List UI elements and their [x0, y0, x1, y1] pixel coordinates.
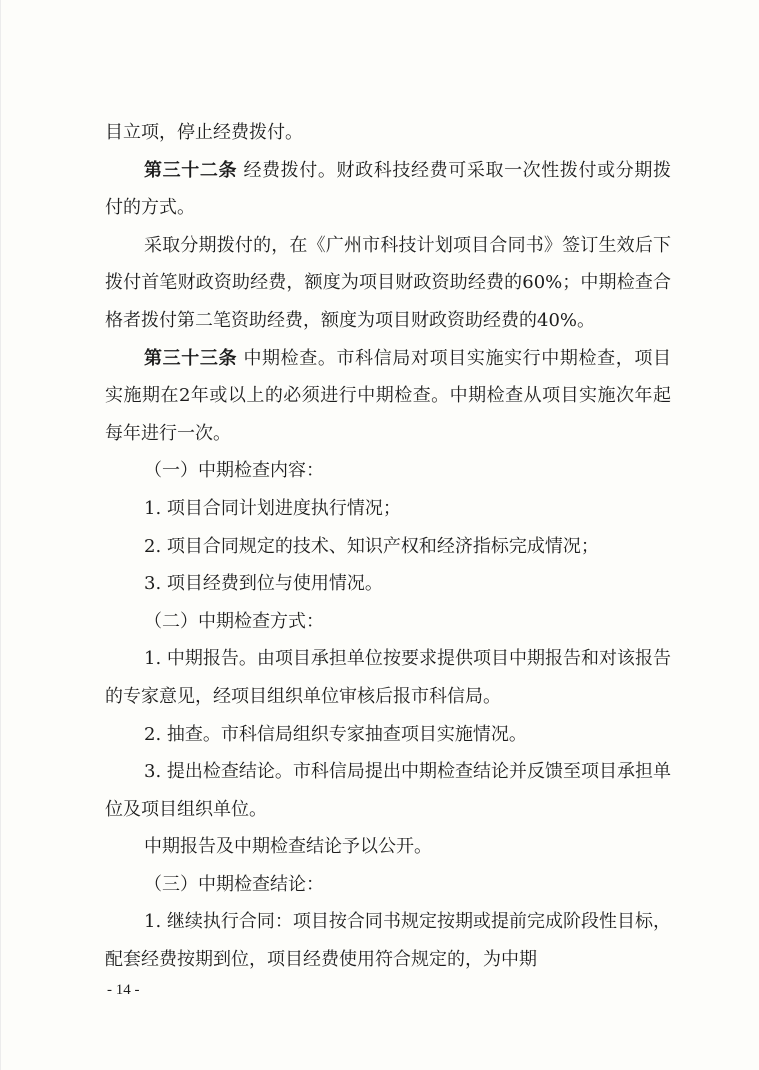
- body-text: [105, 114, 671, 979]
- paragraph-article-32: 第三十二条 经费拨付。财政科技经费可采取一次性拨付或分期拨付的方式。: [105, 159, 672, 219]
- article-heading: 第三十二条: [144, 159, 238, 181]
- list-heading: （三）中期检查结论：: [144, 873, 324, 895]
- paragraph-installment: 采取分期拨付的，在《广州市科技计划项目合同书》签订生效后下拨付首笔财政资助经费，额度为项目财政资助经费的60%；中期检查合格者拨付第二笔资助经费，额度为项目财政资助经费的40%。: [105, 234, 671, 331]
- article-heading: 第三十三条: [144, 347, 238, 369]
- list-item: 1. 中期报告。由项目承担单位按要求提供项目中期报告和对该报告的专家意见，经项目组织单位审核后报市科信局。: [105, 648, 671, 707]
- paragraph-continuation: 目立项，停止经费拨付。: [105, 122, 303, 143]
- list-item: 1. 项目合同计划进度执行情况；: [144, 497, 401, 519]
- list-heading: （二）中期检查方式：: [144, 610, 324, 632]
- list-item: 2. 抽查。市科信局组织专家抽查项目实施情况。: [144, 723, 527, 745]
- page-number: - 14 -: [107, 982, 140, 998]
- list-item: 1. 继续执行合同：项目按合同书规定按期或提前完成阶段性目标，配套经费按期到位，项目经费使用符合规定的，为中期: [105, 911, 671, 971]
- list-item: 3. 项目经费到位与使用情况。: [144, 573, 383, 595]
- paragraph: 中期报告及中期检查结论予以公开。: [144, 836, 432, 858]
- list-item: 2. 项目合同规定的技术、知识产权和经济指标完成情况；: [144, 535, 599, 557]
- list-item: 3. 提出检查结论。市科信局提出中期检查结论并反馈至项目承担单位及项目组织单位。: [105, 761, 671, 820]
- paragraph-article-33: 第三十三条 中期检查。市科信局对项目实施实行中期检查，项目实施期在2年或以上的必须进行中期检查。中期检查从项目实施次年起每年进行一次。: [105, 347, 672, 444]
- list-heading: （一）中期检查内容：: [144, 460, 324, 482]
